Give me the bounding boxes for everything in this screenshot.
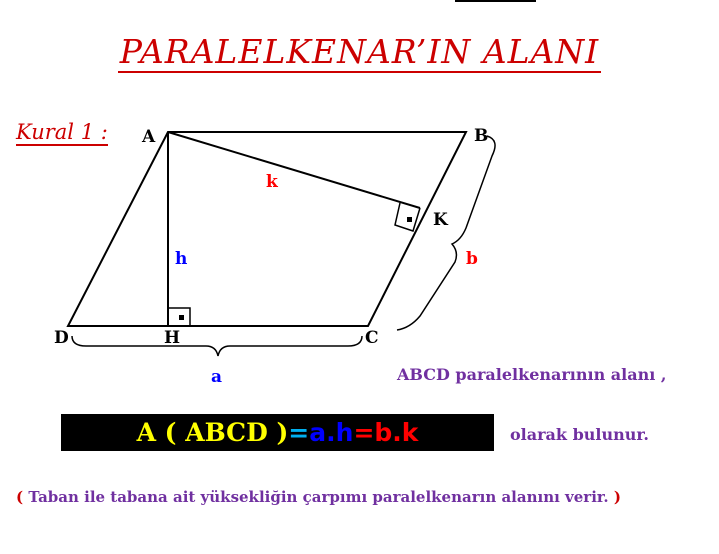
point-label-a: A [142,127,156,147]
formula-dot-2: . [392,418,402,447]
point-label-b: B [474,126,489,146]
formula-k: k [401,418,419,447]
formula-h: h [335,418,354,447]
area-formula [61,414,494,451]
formula-equals-1: = [288,418,310,447]
point-label-d: D [54,328,69,348]
segment-label-b: b [466,249,478,269]
segment-ak [168,132,420,208]
formula-dot-1: . [326,418,336,447]
formula-equals-2: = [353,418,375,447]
rule-label: Kural 1 : [16,120,108,144]
brace-b [397,136,495,330]
footnote [16,488,621,506]
point-label-h: H [164,328,181,348]
right-angle-k-dot [407,217,412,222]
formula-a: a [309,418,327,447]
segment-label-h: h [175,249,188,269]
formula-lhs: A ( ABCD ) [136,418,289,447]
point-label-k: K [433,210,448,230]
formula-suffix: olarak bulunur. [510,425,649,444]
segment-label-a: a [211,367,223,387]
area-note: ABCD paralelkenarının alanı , [397,365,667,384]
formula-b: b [374,418,393,447]
footnote-close-paren: ) [613,488,621,506]
footnote-open-paren: ( [16,488,24,506]
point-label-c: C [365,328,379,348]
right-angle-h-dot [179,315,184,320]
brace-a [72,336,362,356]
footnote-text: Taban ile tabana ait yüksekliğin çarpımı paralelkenarın alanını verir. [28,488,609,506]
segment-label-k: k [266,172,278,192]
page-title: PARALELKENAR’IN ALANI [119,32,600,71]
